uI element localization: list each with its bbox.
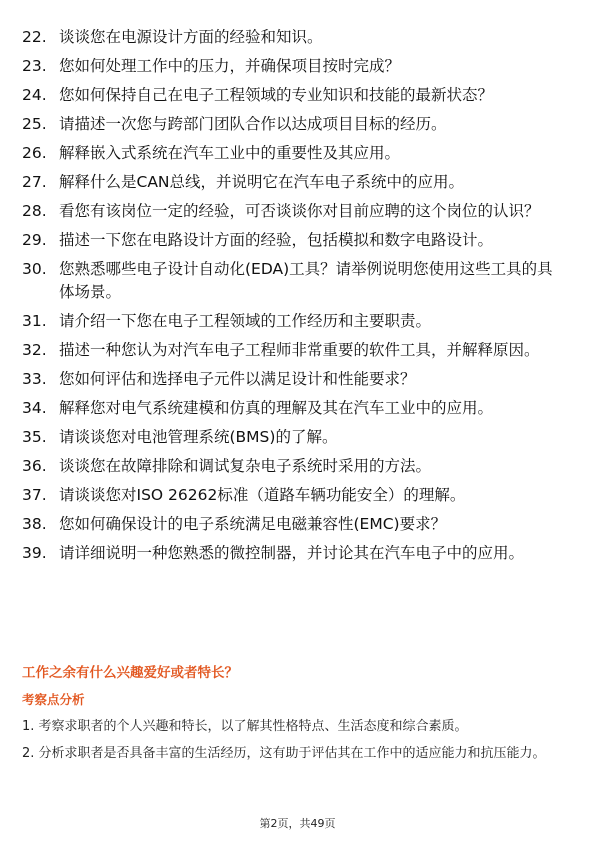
question-number: 37. <box>22 486 47 504</box>
question-item <box>22 484 562 507</box>
question-number: 36. <box>22 457 47 475</box>
question-text: 谈谈您在故障排除和调试复杂电子系统时采用的方法。 <box>59 457 432 475</box>
question-number: 34. <box>22 399 47 417</box>
question-item <box>22 142 562 165</box>
question-number: 31. <box>22 312 47 330</box>
section-title: 工作之余有什么兴趣爱好或者特长？ <box>22 665 238 681</box>
question-number: 27. <box>22 173 47 191</box>
question-item <box>22 113 562 136</box>
question-text: 请谈谈您对ISO 26262标准（道路车辆功能安全）的理解。 <box>59 486 466 504</box>
question-text: 解释嵌入式系统在汽车工业中的重要性及其应用。 <box>59 144 401 162</box>
question-item <box>22 339 562 362</box>
question-text: 解释您对电气系统建模和仿真的理解及其在汽车工业中的应用。 <box>59 399 494 417</box>
question-list <box>22 26 562 571</box>
question-text: 谈谈您在电源设计方面的经验和知识。 <box>59 28 323 46</box>
question-text: 您如何评估和选择电子元件以满足设计和性能要求？ <box>59 370 416 388</box>
question-number: 30. <box>22 260 47 278</box>
analysis-point: 2. 分析求职者是否具备丰富的生活经历，这有助于评估其在工作中的适应能力和抗压能力。 <box>22 746 546 761</box>
question-item <box>22 55 562 78</box>
analysis-point: 1. 考察求职者的个人兴趣和特长，以了解其性格特点、生活态度和综合素质。 <box>22 719 468 734</box>
question-item <box>22 200 562 223</box>
question-item <box>22 171 562 194</box>
question-text: 请介绍一下您在电子工程领域的工作经历和主要职责。 <box>59 312 432 330</box>
question-number: 26. <box>22 144 47 162</box>
question-number: 25. <box>22 115 47 133</box>
question-item <box>22 368 562 391</box>
section-subtitle: 考察点分析 <box>22 692 85 707</box>
page-number-footer: 第2页，共49页 <box>259 817 336 830</box>
question-number: 24. <box>22 86 47 104</box>
question-number: 38. <box>22 515 47 533</box>
question-text: 描述一种您认为对汽车电子工程师非常重要的软件工具，并解释原因。 <box>59 341 540 359</box>
question-text: 您如何保持自己在电子工程领域的专业知识和技能的最新状态？ <box>59 86 494 104</box>
question-item <box>22 258 562 304</box>
question-number: 39. <box>22 544 47 562</box>
question-text: 请谈谈您对电池管理系统(BMS)的了解。 <box>59 428 338 446</box>
question-text: 您如何确保设计的电子系统满足电磁兼容性(EMC)要求？ <box>59 515 447 533</box>
question-item <box>22 397 562 420</box>
interest-section <box>22 663 567 769</box>
question-text: 看您有该岗位一定的经验，可否谈谈你对目前应聘的这个岗位的认识？ <box>59 202 540 220</box>
question-item <box>22 426 562 449</box>
question-item <box>22 310 562 333</box>
question-number: 23. <box>22 57 47 75</box>
question-item <box>22 84 562 107</box>
question-text: 描述一下您在电路设计方面的经验，包括模拟和数字电路设计。 <box>59 231 494 249</box>
question-number: 28. <box>22 202 47 220</box>
question-text: 您熟悉哪些电子设计自动化(EDA)工具？请举例说明您使用这些工具的具体场景。 <box>59 260 553 301</box>
question-item <box>22 229 562 252</box>
question-item <box>22 542 562 565</box>
question-number: 33. <box>22 370 47 388</box>
question-text: 解释什么是CAN总线，并说明它在汽车电子系统中的应用。 <box>59 173 465 191</box>
question-text: 请详细说明一种您熟悉的微控制器，并讨论其在汽车电子中的应用。 <box>59 544 525 562</box>
question-number: 29. <box>22 231 47 249</box>
question-item <box>22 26 562 49</box>
question-text: 请描述一次您与跨部门团队合作以达成项目目标的经历。 <box>59 115 447 133</box>
question-item <box>22 455 562 478</box>
question-text: 您如何处理工作中的压力，并确保项目按时完成？ <box>59 57 401 75</box>
question-item <box>22 513 562 536</box>
question-number: 22. <box>22 28 47 46</box>
question-number: 32. <box>22 341 47 359</box>
question-number: 35. <box>22 428 47 446</box>
